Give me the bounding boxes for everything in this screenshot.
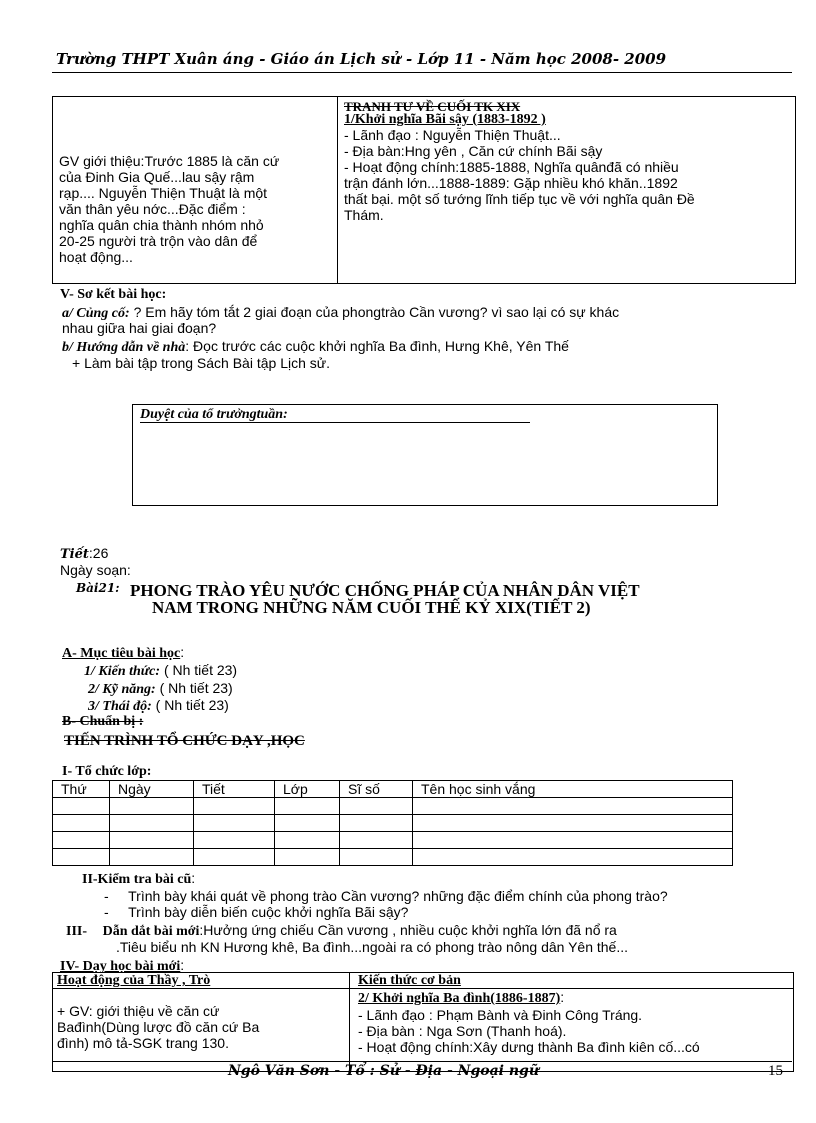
- top-table-left-cell: [53, 97, 338, 284]
- section5-b2: + Làm bài tập trong Sách Bài tập Lịch sử.: [72, 355, 331, 371]
- tt-left-line: GV giới thiệu:Trước 1885 là căn cứ: [59, 153, 280, 169]
- tt-left-line: 20-25 người trà trộn vào dân để: [59, 233, 258, 249]
- tt-right-line: Thám.: [344, 207, 384, 223]
- tt-right-line: - Lãnh đạo : Nguyễn Thiện Thuật...: [344, 127, 561, 143]
- page-number: 15: [768, 1063, 783, 1079]
- knowledge-heading: 2/ Khởi nghĩa Ba đình(1886-1887): [358, 991, 561, 1006]
- top-table: [52, 96, 796, 284]
- knowledge-line: - Lãnh đạo : Phạm Bành và Đinh Công Tráng.: [358, 1007, 643, 1023]
- page-header: Trường THPT Xuân áng - Giáo án Lịch sử - Lớp 11 - Năm học 2008- 2009: [56, 50, 667, 68]
- objective-item: [84, 662, 237, 680]
- ngay-soan: Ngày soạn:: [60, 562, 131, 578]
- section-i-heading: I- Tổ chức lớp:: [62, 764, 152, 779]
- header-rule: [52, 72, 792, 73]
- tiet-label: Tiết: [60, 547, 89, 562]
- knowledge-line: - Địa bàn : Nga Sơn (Thanh hoá).: [358, 1023, 567, 1039]
- section-ii-title: II-Kiểm tra bài cũ: [82, 872, 192, 887]
- tt-right-line: thất bại. một số tướng lĩnh tiếp tục về với nghĩa quân Đề: [344, 191, 695, 207]
- section5-a2: nhau giữa hai giai đoạn?: [62, 320, 217, 336]
- objective-label: 3/ Thái độ:: [88, 699, 152, 714]
- objective-text: ( Nh tiết 23): [151, 697, 229, 713]
- bai-label: Bài21:: [76, 581, 120, 595]
- tt-left-line: văn thân yêu nớc...Đặc điểm :: [59, 201, 246, 217]
- col-lop: Lớp: [275, 781, 340, 798]
- section5-a-label: a/ Củng cố:: [62, 306, 130, 321]
- col-ngay: Ngày: [110, 781, 194, 798]
- activity-line: Bađình(Dùng lược đồ căn cứ Ba: [57, 1019, 260, 1035]
- section-ii-heading: [82, 870, 195, 888]
- tt-right-line: trận đánh lớn...1888-1889: Gặp nhiều khó khăn..1892: [344, 175, 678, 191]
- tt-right-line: - Địa bàn:Hng yên , Căn cứ chính Bãi sậy: [344, 143, 603, 159]
- tiet-number: :26: [88, 545, 109, 561]
- class-table: [52, 780, 733, 866]
- objective-text: ( Nh tiết 23): [160, 662, 238, 678]
- table-row: [53, 798, 733, 815]
- section-iii-line2: .Tiêu biểu nh KN Hương khê, Ba đình...ngoài ra có phong trào nông dân Yên thế...: [116, 939, 629, 955]
- activity-line: + GV: giới thiệu về căn cứ: [57, 1003, 220, 1019]
- table-row: [53, 849, 733, 866]
- objective-item: [88, 680, 233, 698]
- tt-right-title: TRANH TƯ VỀ CUỐI TK XIX: [344, 99, 521, 114]
- section-iii-label: Dẫn dắt bài mới: [102, 924, 200, 939]
- table-row: [53, 832, 733, 849]
- objective-item: [88, 697, 229, 715]
- col-si-so: Sĩ số: [340, 781, 413, 798]
- objective-text: ( Nh tiết 23): [155, 680, 233, 696]
- footer-text: Ngô Văn Sơn - Tổ : Sử - Địa - Ngoại ngữ: [228, 1063, 540, 1079]
- table-row: [53, 815, 733, 832]
- footer-rule: [52, 1061, 792, 1062]
- section-iv-title: IV- Dạy học bài mới: [60, 959, 181, 974]
- approval-signature-line: [140, 422, 530, 423]
- top-table-right-cell: [338, 97, 796, 284]
- section-ii-item: - Trình bày khái quát về phong trào Cần vương? những đặc điểm chính của phong trào?: [104, 888, 668, 904]
- tt-left-line: rạp.... Nguyễn Thiện Thuật là một: [59, 185, 268, 201]
- section-iii-num: III-: [66, 924, 88, 939]
- tt-right-heading: 1/Khởi nghĩa Bãi sậy (1883-1892 ): [344, 112, 546, 127]
- lesson-title-line2: NAM TRONG NHỮNG NĂM CUỐI THẾ KỶ XIX(TIẾT 2): [152, 598, 591, 617]
- knowledge-heading-colon: :: [560, 989, 565, 1005]
- section5-heading: V- Sơ kết bài học:: [60, 287, 167, 302]
- section-b-heading: B- Chuẩn bị :: [62, 714, 144, 729]
- section-iv-colon: :: [180, 957, 185, 973]
- section-a-heading: [62, 644, 184, 662]
- section-ii-item-text: Trình bày diễn biến cuộc khởi nghĩa Bãi sậy?: [128, 904, 409, 920]
- tt-left-line: của Đinh Gia Quế...lau sậy rậm: [59, 169, 255, 185]
- section-iii-text: :Hưởng ứng chiếu Cần vương , nhiều cuộc khởi nghĩa lớn đã nổ ra: [199, 922, 617, 938]
- tt-right-line: - Hoạt động chính:1885-1888, Nghĩa quânđã có nhiều: [344, 159, 679, 175]
- activity-line: đình) mô tả-SGK trang 130.: [57, 1035, 229, 1051]
- knowledge-cell: [350, 989, 794, 1072]
- section-ii-item-text: Trình bày khái quát về phong trào Cần vương? những đặc điểm chính của phong trào?: [128, 888, 668, 904]
- section-ii-item: - Trình bày diễn biến cuộc khởi nghĩa Bãi sậy?: [104, 904, 409, 920]
- lesson-title-line1: PHONG TRÀO YÊU NƯỚC CHỐNG PHÁP CỦA NHÂN DÂN VIỆT: [130, 581, 640, 600]
- section5-b-label: b/ Hướng dẫn về nhà: [62, 340, 186, 355]
- col-activities-header: Hoạt động của Thầy , Trò: [53, 973, 350, 989]
- col-tiet: Tiết: [194, 781, 275, 798]
- tt-left-line: hoạt động...: [59, 249, 133, 265]
- section-iii: [66, 922, 617, 940]
- teaching-table: [52, 972, 794, 1072]
- activities-cell: [53, 989, 350, 1072]
- col-absent: Tên học sinh vắng: [413, 781, 733, 798]
- section-a-colon: :: [180, 644, 185, 660]
- class-table-header-row: [53, 781, 733, 798]
- objective-label: 2/ Kỹ năng:: [88, 682, 156, 697]
- section5-a-text: ? Em hãy tóm tắt 2 giai đoạn của phongtrào Cần vương? vì sao lại có sự khác: [129, 304, 620, 320]
- knowledge-line: - Hoạt động chính:Xây dưng thành Ba đình kiên cố...có: [358, 1039, 700, 1055]
- tt-left-line: nghĩa quân chia thành nhóm nhỏ: [59, 217, 264, 233]
- section-ii-colon: :: [191, 870, 196, 886]
- section5-b-text: : Đọc trước các cuộc khởi nghĩa Ba đình, Hưng Khê, Yên Thế: [185, 338, 569, 354]
- approval-label: Duyệt của tổ trưởngtuần:: [140, 407, 288, 422]
- section-a-title: A- Mục tiêu bài học: [62, 646, 181, 661]
- section5-b: [62, 338, 569, 356]
- process-heading: TIẾN TRÌNH TỔ CHỨC DẠY ,HỌC: [64, 733, 305, 749]
- col-thu: Thứ: [53, 781, 110, 798]
- col-knowledge-header: Kiến thức cơ bản: [350, 973, 794, 989]
- knowledge-heading-line: [358, 989, 785, 1007]
- tiet-line: [60, 545, 108, 563]
- objective-label: 1/ Kiến thức:: [84, 664, 161, 679]
